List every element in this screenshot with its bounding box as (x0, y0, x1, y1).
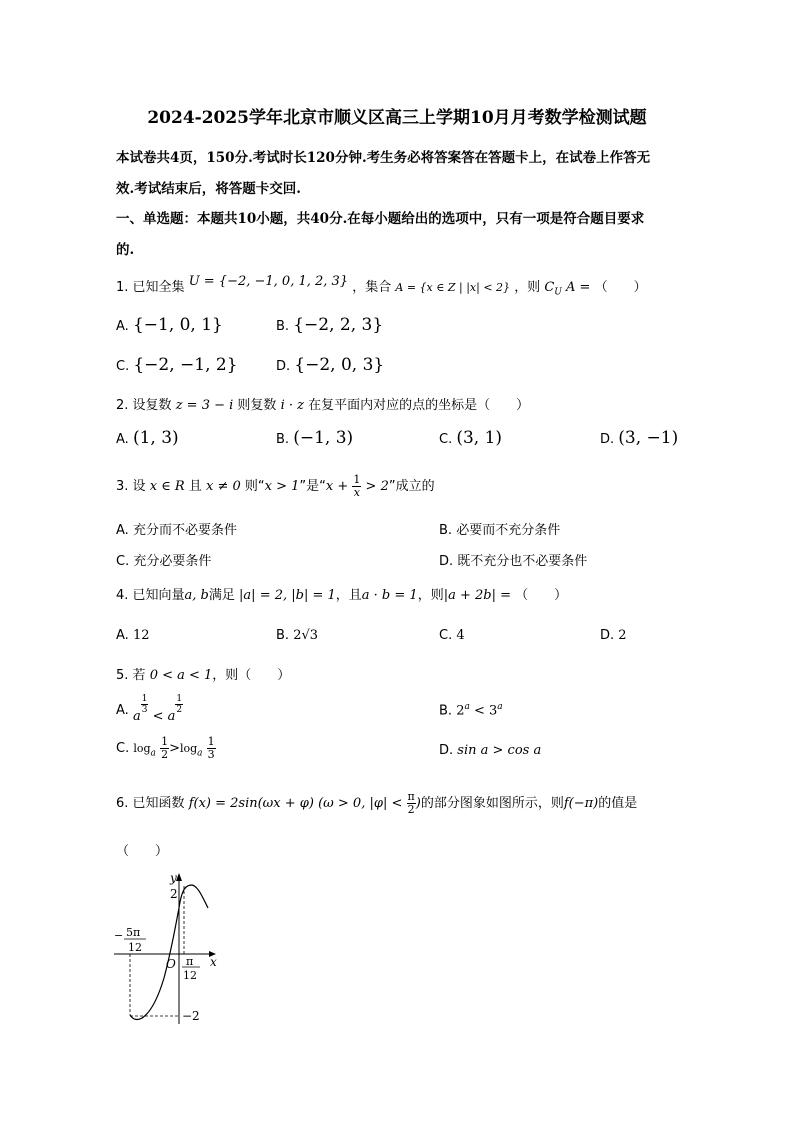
q2-iz: i · z (280, 398, 304, 413)
q2-number: 2. 设复数 (116, 398, 172, 413)
q3-option-b[interactable]: B. 必要而不充分条件 (439, 523, 561, 538)
q4-vectors: a, b (184, 588, 209, 603)
q4-then: ，则 (417, 588, 444, 603)
q6-cond-post: ) (415, 796, 421, 811)
q1-complement: $C_U$ A = (544, 280, 591, 298)
q1-number: 1. 已知全集 (116, 280, 185, 295)
q1-set-A: A = {x ∈ Z | |x| < 2} (395, 281, 511, 294)
section-heading-line-2: 的. (116, 242, 135, 258)
q5-cond: 0 < a < 1 (149, 668, 213, 683)
sine-graph (112, 868, 224, 1028)
q5-option-c[interactable]: C. $\log_a$ $\frac{1}{2}$ $>\log_a$ $\frac{1}{3}$ (116, 735, 215, 761)
q4-option-d[interactable]: D. 2 (600, 628, 627, 643)
q3-q-post: > 2 (365, 479, 389, 494)
q1-text: ，集合 (352, 280, 392, 295)
question-6 (116, 791, 637, 816)
intro-line-2: 效.考试结束后，将答题卡交回. (116, 181, 301, 197)
q2-text: 则复数 (237, 398, 277, 413)
q4-cond1: |a| = 2, |b| = 1 (239, 588, 336, 603)
q6-number: 6. 已知函数 (116, 796, 185, 811)
q3-cond: x ∈ R (149, 479, 185, 494)
q2-text-2: 在复平面内对应的点的坐标是（ ） (308, 398, 530, 413)
q3-option-d[interactable]: D. 既不充分也不必要条件 (439, 554, 588, 569)
q3-p: x > 1 (264, 479, 300, 494)
q6-paren: （ ） (116, 844, 169, 859)
q2-option-b[interactable]: B. (−1, 3) (276, 428, 354, 448)
section-heading-line-1: 一、单选题：本题共10小题，共40分.在每小题给出的选项中，只有一项是符合题目要求 (116, 211, 645, 227)
right-tick-numerator: π (186, 955, 194, 968)
q1-paren: （ ） (594, 280, 647, 295)
q3-and: 且 (188, 479, 202, 494)
q4-and: ，且 (335, 588, 362, 603)
page-title: 2024-2025学年北京市顺义区高三上学期10月月考数学检测试题 (147, 108, 647, 128)
q2-option-d[interactable]: D. (3, −1) (600, 428, 679, 448)
question-5 (116, 664, 290, 683)
q4-number: 4. 已知向量 (116, 588, 185, 603)
q6-mid: 的部分图象如图所示，则 (420, 796, 564, 811)
q1-text-2: ，则 (514, 280, 541, 295)
q3-is: ”是“ (299, 479, 326, 494)
origin-label: O (166, 957, 176, 971)
q3-fraction: $\frac{1}{x}$ (353, 473, 361, 499)
q4-option-a[interactable]: A. 12 (116, 628, 150, 643)
question-2 (116, 394, 529, 413)
q4-option-b[interactable]: B. 2√3 (276, 628, 319, 643)
left-tick-denominator: 12 (128, 941, 142, 954)
min-value-label: −2 (182, 1009, 200, 1023)
q6-cond-pre: (ω > 0, |φ| < (318, 796, 403, 811)
q2-option-a[interactable]: A. (1, 3) (116, 428, 179, 448)
left-tick-numerator: 5π (126, 926, 141, 939)
q2-option-c[interactable]: C. (3, 1) (439, 428, 503, 448)
q1-option-a[interactable]: A. {−1, 0, 1} (116, 315, 223, 335)
q1-option-d[interactable]: D. {−2, 0, 3} (276, 355, 385, 375)
q3-end: ”成立的 (388, 479, 435, 494)
q3-then: 则“ (244, 479, 265, 494)
q5-option-a[interactable]: A. a $\frac{1}{3}$ < a $\frac{1}{2}$ (116, 694, 183, 724)
q6-ask: f(−π) (563, 796, 599, 811)
q1-option-b[interactable]: B. {−2, 2, 3} (276, 315, 384, 335)
question-3 (116, 474, 435, 499)
intro-line-1: 本试卷共4页，150分.考试时长120分钟.考生务必将答案答在答题卡上，在试卷上作答无 (116, 150, 651, 166)
q1-set-U: U = {−2, −1, 0, 1, 2, 3} (188, 274, 349, 289)
q3-option-c[interactable]: C. 充分必要条件 (116, 554, 212, 569)
q5-end: ，则（ ） (212, 668, 291, 683)
q3-option-a[interactable]: A. 充分而不必要条件 (116, 523, 237, 538)
q1-option-c[interactable]: C. {−2, −1, 2} (116, 355, 238, 375)
left-tick-sign: − (114, 929, 124, 942)
q3-q-pre: x + (325, 479, 349, 494)
q4-paren: （ ） (515, 588, 568, 603)
x-axis-label: x (210, 955, 217, 969)
q3-number: 3. 设 (116, 479, 146, 494)
right-tick-denominator: 12 (183, 969, 197, 982)
q6-end: 的值是 (598, 796, 638, 811)
y-axis-label: y (170, 871, 177, 885)
q4-option-c[interactable]: C. 4 (439, 628, 465, 643)
max-value-label: 2 (170, 887, 178, 901)
q4-mid: 满足 (208, 588, 235, 603)
q6-function: f(x) = 2sin(ωx + φ) (188, 796, 314, 811)
q4-ask: |a + 2b| = (443, 588, 511, 603)
q5-option-b[interactable]: B. $2^a < 3^a$ (439, 702, 503, 719)
question-1 (116, 276, 647, 298)
q3-cond2: x ≠ 0 (206, 479, 241, 494)
q2-z: z = 3 − i (175, 398, 234, 413)
q6-cond-fraction: $\frac{\pi}{2}$ (407, 790, 415, 816)
q5-number: 5. 若 (116, 668, 146, 683)
y-axis-arrow (176, 873, 182, 881)
q4-cond2: a · b = 1 (361, 588, 418, 603)
question-4 (116, 584, 567, 603)
q5-option-d[interactable]: D. sin a > cos a (439, 743, 542, 758)
